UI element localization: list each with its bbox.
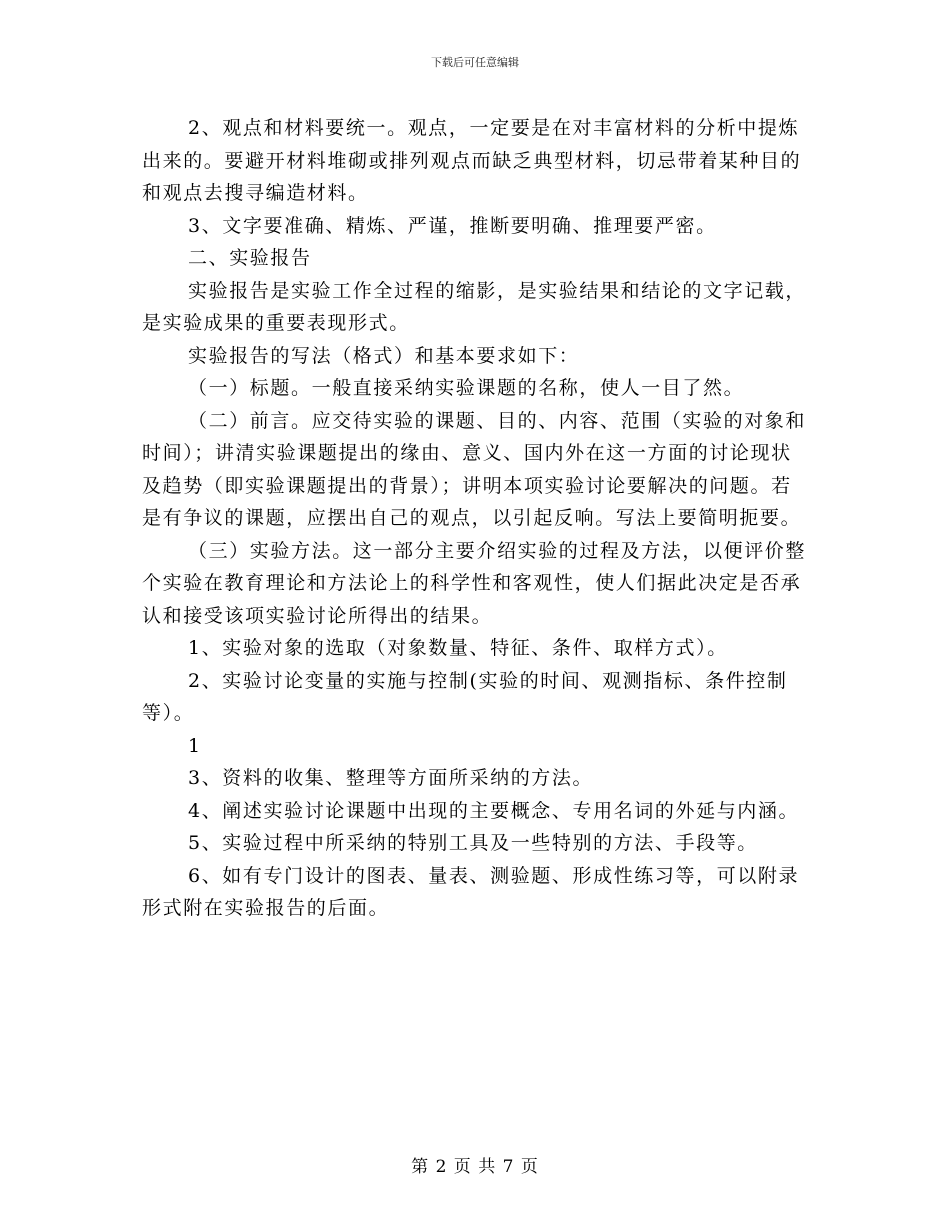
list-item-special-tools: 5、实验过程中所采纳的特别工具及一些特别的方法、手段等。 <box>188 832 758 854</box>
list-item-subject-selection: 1、实验对象的选取（对象数量、特征、条件、取样方式）。 <box>188 637 728 659</box>
paragraph-wording: 3、文字要准确、精炼、严谨，推断要明确、推理要严密。 <box>188 214 717 237</box>
paragraph-format-intro: 实验报告的写法（格式）和基本要求如下： <box>188 344 580 367</box>
list-item-appendix: 6、如有专门设计的图表、量表、测验题、形成性练习等，可以附录形式附在实验报告的后面。 <box>142 864 800 919</box>
list-item-variable-control: 2、实验讨论变量的实施与控制(实验的时间、观测指标、条件控制等）。 <box>142 669 788 724</box>
list-item-data-collection: 3、资料的收集、整理等方面所采纳的方法。 <box>188 767 594 789</box>
paragraph-viewpoint-material: 2、观点和材料要统一。观点，一定要是在对丰富材料的分析中提炼出来的。要避开材料堆砌或排列观点而缺乏典型材料，切忌带着某种目的和观点去搜寻编造材料。 <box>142 117 802 204</box>
page-footer: 第 2 页 共 7 页 <box>411 1157 539 1177</box>
paragraph-report-definition: 实验报告是实验工作全过程的缩影，是实验结果和结论的文字记载，是实验成果的重要表现形式。 <box>142 279 807 334</box>
list-item-concepts: 4、阐述实验讨论课题中出现的主要概念、专用名词的外延与内涵。 <box>188 799 800 822</box>
paragraph-preface: （二）前言。应交待实验的课题、目的、内容、范围（实验的对象和时间）；讲清实验课题提出的缘由、意义、国内外在这一方面的讨论现状及趋势（即实验课题提出的背景）；讲明本项实验讨论要解决的问题。若是有争议的课题，应摆出自己的观点，以引起反响。写法上要简明扼要。 <box>142 409 807 529</box>
inline-page-number: 1 <box>188 734 202 757</box>
paragraph-title: （一）标题。一般直接采纳实验课题的名称，使人一目了然。 <box>188 377 745 399</box>
paragraph-method: （三）实验方法。这一部分主要介绍实验的过程及方法，以便评价整个实验在教育理论和方法论上的科学性和客观性，使人们据此决定是否承认和接受该项实验讨论所得出的结果。 <box>142 539 807 627</box>
page-header: 下载后可任意编辑 <box>431 56 519 69</box>
section-heading-experiment-report: 二、实验报告 <box>188 247 312 269</box>
document-body <box>142 112 812 925</box>
